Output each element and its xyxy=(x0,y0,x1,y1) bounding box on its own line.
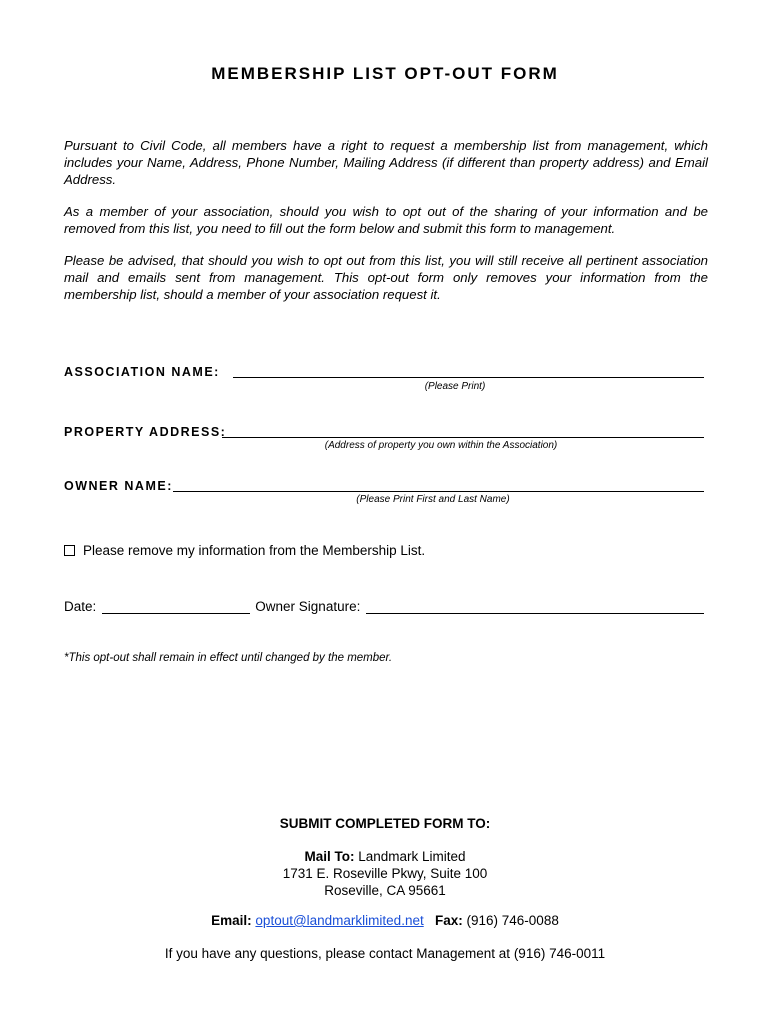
owner-signature-label: Owner Signature: xyxy=(255,599,361,614)
address-line-2: Roseville, CA 95661 xyxy=(324,883,446,898)
date-field[interactable] xyxy=(102,600,250,614)
remove-info-label: Please remove my information from the Membership List. xyxy=(83,543,426,558)
fax-number: (916) 746-0088 xyxy=(466,913,559,928)
association-name-hint: (Please Print) xyxy=(424,381,486,392)
mail-recipient: Landmark Limited xyxy=(358,849,466,864)
submit-heading: SUBMIT COMPLETED FORM TO: xyxy=(279,816,491,831)
owner-name-field[interactable] xyxy=(173,491,704,492)
contact-line: If you have any questions, please contact Management at (916) 746-0011 xyxy=(164,946,606,961)
property-address-field[interactable] xyxy=(222,437,704,438)
owner-name-hint: (Please Print First and Last Name) xyxy=(356,494,510,505)
remove-info-row xyxy=(64,543,425,558)
property-address-hint: (Address of property you own within the Association) xyxy=(324,440,558,451)
owner-name-label: OWNER NAME: xyxy=(64,479,173,493)
email-label: Email: xyxy=(211,913,252,928)
property-address-label: PROPERTY ADDRESS: xyxy=(64,425,227,439)
signature-row xyxy=(64,599,704,614)
form-title: MEMBERSHIP LIST OPT-OUT FORM xyxy=(211,64,559,83)
fax-label: Fax: xyxy=(434,913,463,928)
address-line-1: 1731 E. Roseville Pkwy, Suite 100 xyxy=(282,866,488,881)
mail-to-line xyxy=(0,848,770,865)
mail-to-label: Mail To: xyxy=(304,849,355,864)
owner-signature-field[interactable] xyxy=(366,600,704,614)
remove-info-checkbox[interactable] xyxy=(64,545,75,556)
email-link[interactable]: optout@landmarklimited.net xyxy=(255,913,424,928)
effect-note: *This opt-out shall remain in effect until changed by the member. xyxy=(64,652,393,664)
opt-out-paragraph: As a member of your association, should you wish to opt out of the sharing of your information and be removed from this list, you need to fill out the form below and submit this form to management. xyxy=(64,204,708,236)
mail-address-block xyxy=(0,848,770,899)
email-fax-line xyxy=(0,913,770,928)
advisory-paragraph: Please be advised, that should you wish to opt out from this list, you will still receive all pertinent association mail and emails sent from management. This opt-out form only removes your information from the membership list, should a member of your association request it. xyxy=(64,253,708,302)
association-name-field[interactable] xyxy=(233,377,704,378)
date-label: Date: xyxy=(64,599,97,614)
intro-paragraph: Pursuant to Civil Code, all members have a right to request a membership list from management, which includes your Name, Address, Phone Number, Mailing Address (if different than property address) and Email Address. xyxy=(64,138,708,187)
association-name-label: ASSOCIATION NAME: xyxy=(64,365,220,379)
